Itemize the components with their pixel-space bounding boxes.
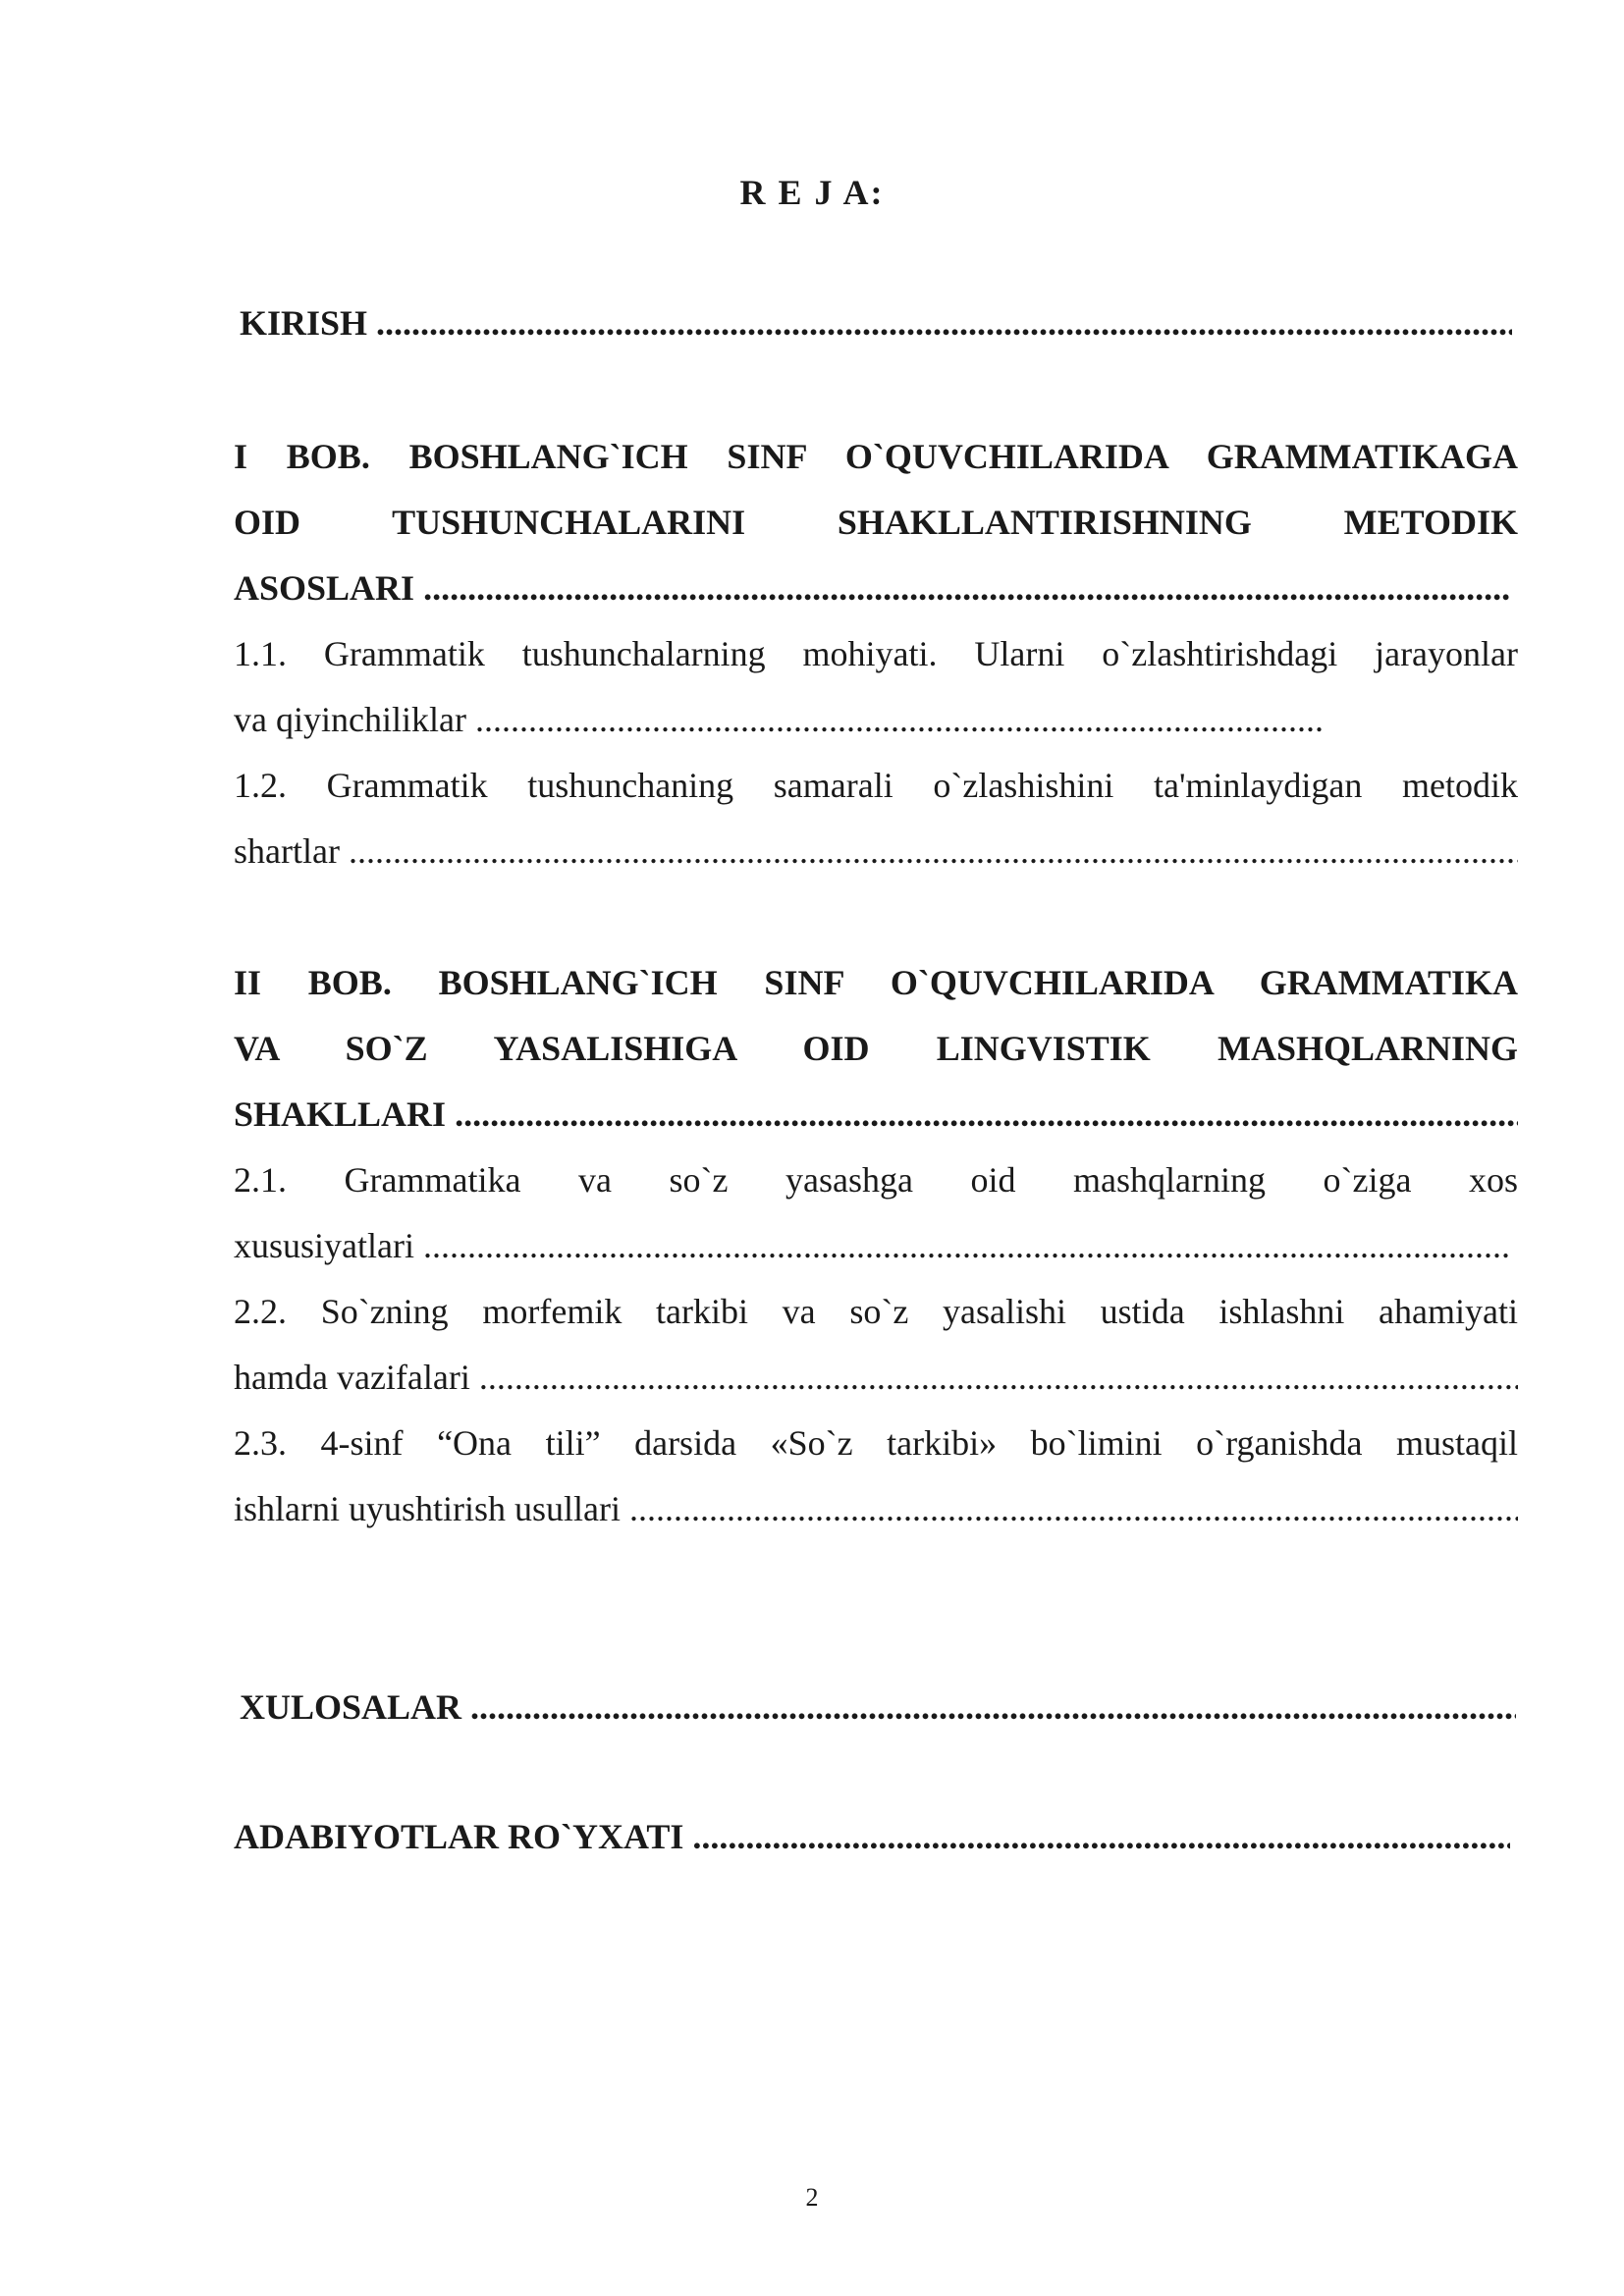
toc-entry-section-1-2 [234,753,1518,884]
chapter1-line-3: ASOSLARI ..... [234,556,1510,621]
toc-entry-section-2-1 [234,1148,1518,1279]
section-1-2-line-1: 1.2. Grammatik tushunchaning samarali o`zlashishini ta'minlaydigan metodik [234,766,1518,805]
toc-entry-section-1-1 [234,621,1518,753]
toc-entry-chapter1 [234,424,1518,621]
section-2-2-line-1: 2.2. So`zning morfemik tarkibi va so`z yasalishi ustida ishlashni ahamiyati [234,1292,1518,1331]
chapter1-line-1: I BOB. BOSHLANG`ICH SINF O`QUVCHILARIDA GRAMMATIKAGA [234,437,1518,476]
toc-entry-intro [240,291,1512,356]
page-number: 2 [805,2183,819,2212]
section-2-1-line-2: xususiyatlari ..... [234,1213,1510,1279]
toc-intro-label: KIRISH ..... [240,291,1512,356]
section-2-2-line-2: hamda vazifalari ..... [234,1345,1518,1411]
toc-references-label: ADABIYOTLAR RO`YXATI ..... [234,1804,1510,1870]
toc-entry-section-2-3 [234,1411,1518,1542]
section-2-1-line-1: 2.1. Grammatika va so`z yasashga oid mashqlarning o`ziga xos [234,1160,1518,1200]
toc-conclusions-label: XULOSALAR ..... [240,1675,1516,1740]
chapter1-line-2: OID TUSHUNCHALARINI SHAKLLANTIRISHNING METODIK [234,503,1518,542]
chapter2-line-1: II BOB. BOSHLANG`ICH SINF O`QUVCHILARIDA GRAMMATIKA [234,963,1518,1002]
toc-entry-chapter2 [234,950,1518,1148]
toc-entry-references [234,1804,1510,1870]
section-1-2-line-2: shartlar ..... [234,819,1518,884]
section-2-3-line-1: 2.3. 4-sinf “Ona tili” darsida «So`z tarkibi» bo`limini o`rganishda mustaqil [234,1423,1518,1463]
toc-entry-section-2-2 [234,1279,1518,1411]
chapter2-line-3: SHAKLLARI ..... [234,1082,1518,1148]
toc-entry-conclusions [240,1675,1516,1740]
section-1-1-line-1: 1.1. Grammatik tushunchalarning mohiyati. Ularni o`zlashtirishdagi jarayonlar [234,634,1518,673]
section-2-3-line-2: ishlarni uyushtirish usullari ..... [234,1476,1518,1542]
chapter2-line-2: VA SO`Z YASALISHIGA OID LINGVISTIK MASHQLARNING [234,1029,1518,1068]
page-title: R E J A: [739,173,885,212]
section-1-1-line-2: va qiyinchiliklar ..... [234,687,1324,753]
